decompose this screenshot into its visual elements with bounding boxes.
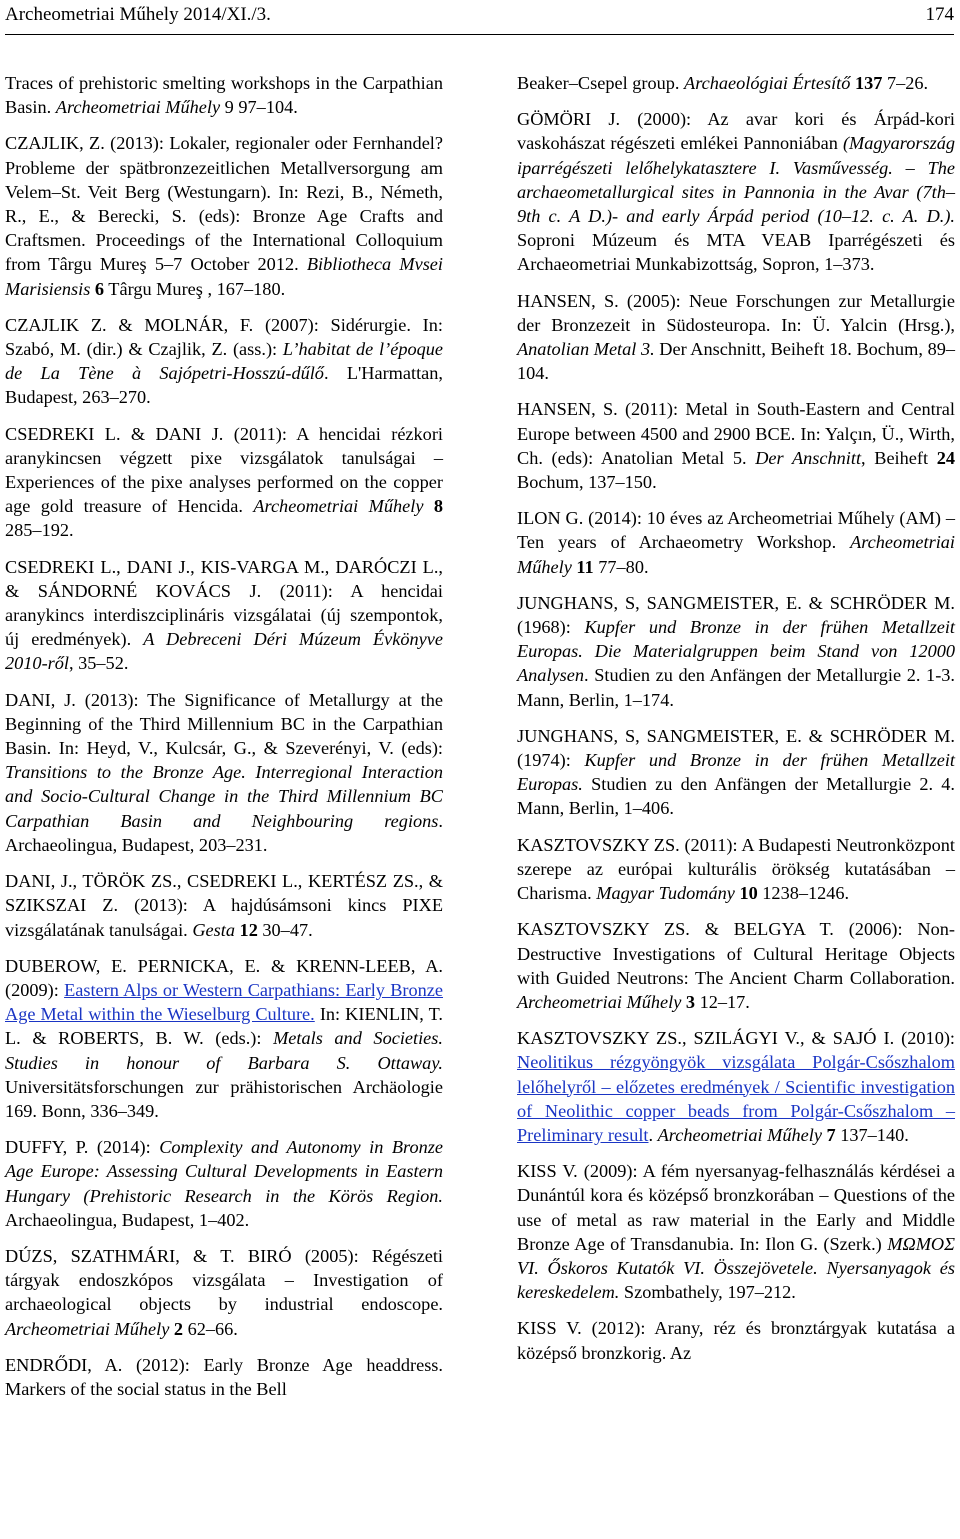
page-number: 174 bbox=[925, 4, 954, 25]
references-left-column bbox=[5, 71, 443, 1401]
reference-entry-ilon: ILON G. (2014): 10 éves az Archeometriai Műhely (AM) – Ten years of Archaeometry Workshop. Archeometriai Műhely 11 77–80. bbox=[517, 508, 955, 577]
volume-number: 24 bbox=[936, 447, 955, 468]
italic-title: ΜΩΜΟΣ VI. Őskoros Kutatók VI. Összejövetele. Nyersanyagok és kereskedelem. bbox=[517, 1233, 955, 1303]
italic-title: Complexity and Autonomy in Bronze Age Europe: Assessing Cultural Developments in Eastern Hungary (Prehistoric Research in the Körös Region. bbox=[5, 1137, 443, 1206]
italic-title: (Magyarország iparrégészeti lelőhelykatasztere I. Vasművesség. – The archaeometallurgical sites in Pannonia in the Avar (7th–9th c. A D.)- and early Árpád period (10–12. c. A. D.). bbox=[517, 133, 955, 227]
reference-entry-kiss-2012: KISS V. (2012): Arany, réz és bronztárgyak kutatása a középső bronzkorig. Az bbox=[517, 1318, 955, 1363]
reference-link[interactable]: Eastern Alps or Western Carpathians: Early Bronze Age Metal within the Wieselburg Culture. bbox=[5, 979, 443, 1025]
reference-entry-duberow: DUBEROW, E. PERNICKA, E. & KRENN-LEEB, A. (2009): Eastern Alps or Western Carpathians: Early Bronze Age Metal within the Wieselburg Culture. In: KIENLIN, T. L. & ROBERTS, B. W. (eds.): Metals and Societies. Studies in honour of Barbara S. Ottaway. Universitätsforschungen zur prähistorischen Archäologie 169. Bonn, 336–349. bbox=[5, 955, 443, 1121]
italic-title: Archeometriai Műhely bbox=[55, 97, 221, 118]
reference-entry-hansen-2011: HANSEN, S. (2011): Metal in South-Eastern and Central Europe between 4500 and 2900 BCE. In: Yalçın, Ü., Wirth, Ch. (eds): Anatolian Metal 5. Der Anschnitt, Beiheft 24 Bochum, 137–150. bbox=[517, 399, 955, 493]
reference-entry-gomori: GÖMÖRI J. (2000): Az avar kori és Árpád-kori vaskohászat régészeti emlékei Pannoniában (Magyarország iparrégészeti lelőhelykatasztere I. Vasművesség. – The archaeometallurgical sites in Pannonia in the Avar (7th–9th c. A D.)- and early Árpád period (10–12. c. A. D.). Soproni Múzeum és MTA VEAB Iparrégészeti és Archaeometriai Munkabizottság, Sopron, 1–373. bbox=[517, 109, 955, 275]
volume-number: 7 bbox=[826, 1124, 836, 1145]
reference-entry-kiss-2009: KISS V. (2009): A fém nyersanyag-felhasználás kérdései a Dunántúl kora és középső bronzkorában – Questions of the use of metal as raw material in the Early and Middle Bronze Age of Transdanubia. In: Ilon G. (Szerk.) ΜΩΜΟΣ VI. Őskoros Kutatók VI. Összejövetele. Nyersanyagok és kereskedelem. Szombathely, 197–212. bbox=[517, 1161, 955, 1303]
reference-entry-junghans-1968: JUNGHANS, S, SANGMEISTER, E. & SCHRÖDER M. (1968): Kupfer und Bronze in der frühen Metallzeit Europas. Die Materialgruppen beim Stand von 12000 Analysen. Studien zu den Anfängen der Metallurgie 2. 1-3. Mann, Berlin, 1–174. bbox=[517, 592, 955, 710]
reference-entry-duffy: DUFFY, P. (2014): Complexity and Autonomy in Bronze Age Europe: Assessing Cultural Developments in Eastern Hungary (Prehistoric Research in the Körös Region. Archaeolingua, Budapest, 1–402. bbox=[5, 1137, 443, 1230]
italic-title: Archeometriai Műhely bbox=[517, 532, 955, 577]
reference-entry-dani-torok: DANI, J., TÖRÖK ZS., CSEDREKI L., KERTÉSZ ZS., & SZIKSZAI Z. (2013): A hajdúsámsoni kincs PIXE vizsgálatának tanulságai. Gesta 12 30–47. bbox=[5, 871, 443, 940]
reference-entry-czajlik-molnar: CZAJLIK Z. & MOLNÁR, F. (2007): Sidérurgie. In: Szabó, M. (dir.) & Czajlik, Z. (ass.): L’habitat de l’époque de La Tène à Sajópetri-Hosszú-dűlő. L'Harmattan, Budapest, 263–270. bbox=[5, 314, 444, 408]
italic-title: Anatolian Metal 3. bbox=[517, 339, 655, 360]
italic-title: Gesta bbox=[192, 919, 235, 940]
italic-title: Archaeológiai Értesítő bbox=[684, 73, 851, 93]
reference-entry-traces: Traces of prehistoric smelting workshops in the Carpathian Basin. Archeometriai Műhely 9 97–104. bbox=[5, 73, 443, 118]
volume-number: 2 bbox=[173, 1318, 184, 1339]
italic-title: Transitions to the Bronze Age. Interregional Interaction and Socio-Cultural Change in the Third Millennium BC Carpathian Basin and Neighbouring regions bbox=[5, 762, 443, 831]
reference-link[interactable]: Neolitikus rézgyöngyök vizsgálata Polgár-Csőszhalom lelőhelyről – előzetes eredmények / Scientific investigation of Neolithic copper beads from Polgár-Csőszhalom – Preliminary result bbox=[517, 1052, 955, 1145]
italic-title: Archeometriai Műhely bbox=[253, 496, 424, 517]
italic-title: A Debreceni Déri Múzeum Évkönyve 2010-ről bbox=[5, 629, 443, 674]
reference-entry-csedreki-dani: CSEDREKI L. & DANI J. (2011): A hencidai rézkori aranykincsen végzett pixe vizsgálatok tanulságai – Experiences of the pixe analyses performed on the copper age gold treasure of Hencida. Archeometriai Műhely 8 285–192. bbox=[5, 423, 443, 541]
reference-entry-junghans-1974: JUNGHANS, S, SANGMEISTER, E. & SCHRÖDER M. (1974): Kupfer und Bronze in der frühen Metallzeit Europas. Studien zu den Anfängen der Metallurgie 2. 4. Mann, Berlin, 1–406. bbox=[517, 725, 955, 819]
reference-entry-dani-2013: DANI, J. (2013): The Significance of Metallurgy at the Beginning of the Third Millennium BC in the Carpathian Basin. In: Heyd, V., Kulcsár, G., & Szeverényi, V. (eds): Transitions to the Bronze Age. Interregional Interaction and Socio-Cultural Change in the Third Millennium BC Carpathian Basin and Neighbouring regions. Archaeolingua, Budapest, 203–231. bbox=[5, 689, 443, 855]
italic-title: Archeometriai Műhely bbox=[657, 1124, 822, 1145]
journal-title: Archeometriai Műhely 2014/XI./3. bbox=[5, 4, 271, 25]
reference-entry-czajlik-2013: CZAJLIK, Z. (2013): Lokaler, regionaler oder Fernhandel? Probleme der spätbronzezeitlichen Metallversorgung am Velem–St. Veit Berg (Westungarn). In: Rezi, B., Németh, R., E., & Berecki, S. (eds): Bronze Age Crafts and Craftsmen. Proceedings of the International Colloquium from Târgu Mureş 5–7 October 2012. Bibliotheca Mvsei Marisiensis 6 Târgu Mureş , 167–180. bbox=[5, 133, 443, 299]
volume-number: 10 bbox=[739, 883, 758, 904]
reference-entry-hansen-2005: HANSEN, S. (2005): Neue Forschungen zur Metallurgie der Bronzezeit in Südosteuropa. In: Ü. Yalcin (Hrsg.), Anatolian Metal 3. Der Anschnitt, Beiheft 18. Bochum, 89–104. bbox=[517, 290, 955, 384]
italic-title: Kupfer und Bronze in der frühen Metallzeit Europas. bbox=[517, 750, 955, 795]
reference-entry-kasztovszky-szilagyi: KASZTOVSZKY ZS., SZILÁGYI V., & SAJÓ I. (2010): Neolitikus rézgyöngyök vizsgálata Polgár-Csőszhalom lelőhelyről – előzetes eredmények / Scientific investigation of Neolithic copper beads from Polgár-Csőszhalom – Preliminary result. Archeometriai Műhely 7 137–140. bbox=[517, 1028, 955, 1145]
volume-number: 8 bbox=[433, 496, 443, 517]
italic-title: Metals and Societies. Studies in honour of Barbara S. Ottaway. bbox=[5, 1028, 443, 1073]
reference-entry-endrodi-cont: Beaker–Csepel group. Archaeológiai Értesítő 137 7–26. bbox=[517, 73, 929, 93]
volume-number: 3 bbox=[685, 991, 696, 1012]
italic-title: Archeometriai Műhely bbox=[517, 991, 682, 1012]
italic-title: Kupfer und Bronze in der frühen Metallzeit Europas. Die Materialgruppen beim Stand von 12000 Analysen bbox=[517, 617, 955, 686]
italic-title: Magyar Tudomány bbox=[596, 883, 735, 904]
italic-title: Bibliotheca Mvsei Marisiensis bbox=[5, 254, 443, 299]
reference-entry-kasztovszky-2011: KASZTOVSZKY ZS. (2011): A Budapesti Neutronközpont szerepe az európai kulturális örökség kutatásában – Charisma. Magyar Tudomány 10 1238–1246. bbox=[517, 834, 955, 904]
reference-entry-duzs: DÚZS, SZATHMÁRI, & T. BIRÓ (2005): Régészeti tárgyak endoszkópos vizsgálata – Investigation of archaeological objects by industrial endoscope. Archeometriai Műhely 2 62–66. bbox=[5, 1245, 443, 1339]
italic-title: Archeometriai Műhely bbox=[5, 1318, 170, 1339]
volume-number: 6 bbox=[94, 278, 105, 299]
reference-entry-kasztovszky-belgya: KASZTOVSZKY ZS. & BELGYA T. (2006): Non-Destructive Investigations of Cultural Heritage Objects with Guided Neutrons: The Ancient Charm Collaboration. Archeometriai Műhely 3 12–17. bbox=[517, 919, 955, 1012]
volume-number: 11 bbox=[576, 556, 594, 577]
italic-title: Der Anschnitt bbox=[755, 447, 862, 468]
page-header bbox=[5, 0, 954, 35]
italic-title: L’habitat de l’époque de La Tène à Sajópetri-Hosszú-dűlő bbox=[5, 339, 444, 384]
references-right-column bbox=[517, 71, 955, 1365]
volume-number: 137 bbox=[854, 73, 883, 93]
reference-entry-csedreki-kisvarga: CSEDREKI L., DANI J., KIS-VARGA M., DARÓCZI L., & SÁNDORNÉ KOVÁCS J. (2011): A hencidai aranykincs interdiszciplináris vizsgálatai (új szempontok, új eredmények). A Debreceni Déri Múzeum Évkönyve 2010-ről, 35–52. bbox=[5, 556, 443, 674]
volume-number: 12 bbox=[239, 919, 258, 940]
reference-entry-endrodi: ENDRŐDI, A. (2012): Early Bronze Age headdress. Markers of the social status in the Bell bbox=[5, 1354, 443, 1399]
